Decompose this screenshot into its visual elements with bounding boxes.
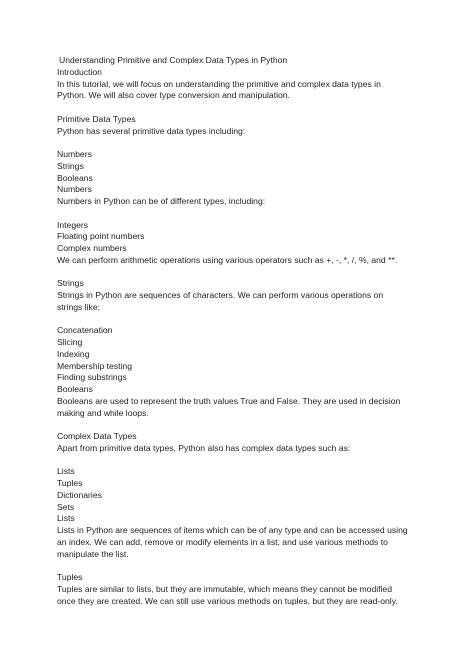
text-line: strings like: xyxy=(57,301,100,312)
text-line: Introduction xyxy=(57,66,102,77)
text-line: Python. We will also cover type conversion and manipulation. xyxy=(57,90,290,101)
section-heading: Primitive Data Types xyxy=(57,113,136,124)
list-item: Floating point numbers xyxy=(57,231,145,242)
text-line: We can perform arithmetic operations using various operators such as +, -, *, /, %, and **. xyxy=(57,254,398,265)
document-lines xyxy=(57,67,427,608)
list-item: Booleans xyxy=(57,172,93,183)
section-heading: Numbers xyxy=(57,184,92,195)
list-item: Concatenation xyxy=(57,325,113,336)
blank-line xyxy=(57,137,427,149)
list-item: Sets xyxy=(57,501,75,512)
section-heading: Strings xyxy=(57,278,84,289)
list-item: Membership testing xyxy=(57,360,132,371)
text-line: Python has several primitive data types including: xyxy=(57,125,246,136)
blank-line xyxy=(57,314,427,326)
text-line: In this tutorial, we will focus on understanding the primitive and complex data types in xyxy=(57,78,381,89)
text-line: Booleans are used to represent the truth values True and False. They are used in decision xyxy=(57,395,401,406)
list-item: Lists xyxy=(57,466,75,477)
list-item: Slicing xyxy=(57,337,83,347)
list-item: Integers xyxy=(57,219,89,230)
section-heading: Lists xyxy=(57,513,75,524)
text-line: Apart from primitive data types, Python also has complex data types such as: xyxy=(57,442,351,453)
blank-line xyxy=(57,267,427,279)
text-line: Tuples are similar to lists, but they are immutable, which means they cannot be modified xyxy=(57,583,392,594)
text-line: Lists in Python are sequences of items which can be of any type and can be accessed using xyxy=(57,525,408,535)
list-item: Complex numbers xyxy=(57,243,127,253)
section-heading: Booleans xyxy=(57,384,93,394)
text-line: Strings in Python are sequences of characters. We can perform various operations on xyxy=(57,290,384,300)
blank-line xyxy=(57,208,427,220)
list-item: Finding substrings xyxy=(57,372,127,383)
section-heading: Tuples xyxy=(57,572,83,582)
list-item: Dictionaries xyxy=(57,489,102,500)
text-line: an index. We can add, remove or modify elements in a list, and use various methods to xyxy=(57,536,388,547)
list-item: Strings xyxy=(57,160,84,171)
section-heading: Complex Data Types xyxy=(57,431,137,441)
list-item: Tuples xyxy=(57,478,83,488)
list-item: Numbers xyxy=(57,149,92,159)
text-line: Numbers in Python can be of different types, including: xyxy=(57,196,266,206)
text-line: once they are created. We can still use various methods on tuples, but they are read-only. xyxy=(57,595,398,606)
blank-line xyxy=(57,102,427,114)
document-body xyxy=(57,55,427,607)
blank-line xyxy=(57,560,427,572)
text-line: manipulate the list. xyxy=(57,548,129,559)
list-item: Indexing xyxy=(57,348,90,359)
document-title: Understanding Primitive and Complex Data Types in Python xyxy=(59,55,288,65)
blank-line xyxy=(57,455,427,467)
blank-line xyxy=(57,419,427,431)
text-line: making and while loops. xyxy=(57,407,149,418)
